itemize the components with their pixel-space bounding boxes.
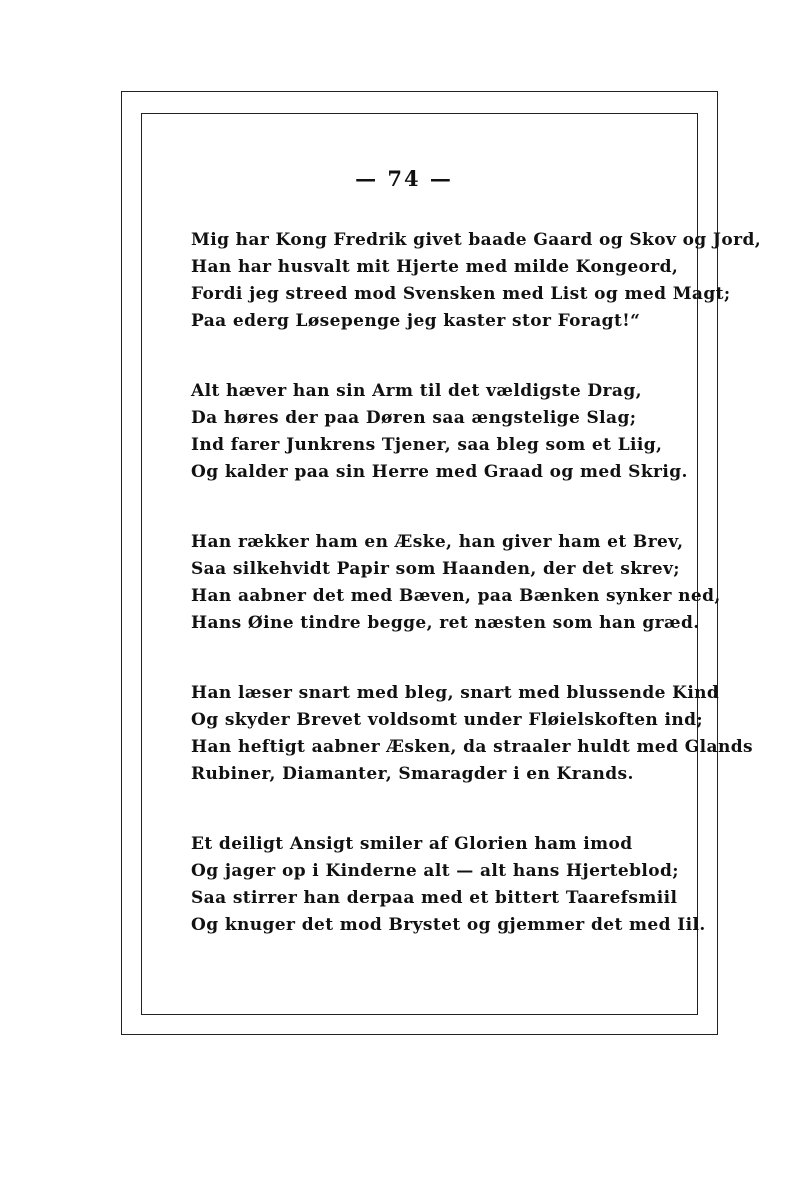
verse-line: Og jager op i Kinderne alt — alt hans Hjerteblod; (191, 861, 679, 881)
verse-line: Han heftigt aabner Æsken, da straaler huldt med Glands (191, 737, 753, 757)
verse-line: Og knuger det mod Brystet og gjemmer det med Iil. (191, 915, 706, 935)
stanza-2 (191, 378, 688, 486)
verse-line: Rubiner, Diamanter, Smaragder i en Krands. (191, 764, 634, 784)
verse-line: Han rækker ham en Æske, han giver ham et Brev, (191, 532, 684, 552)
verse-line: Og skyder Brevet voldsomt under Fløielskoften ind; (191, 710, 704, 730)
stanza-5 (191, 831, 706, 939)
verse-line: Han har husvalt mit Hjerte med milde Kongeord, (191, 257, 679, 277)
stanza-3 (191, 529, 721, 637)
verse-line: Da høres der paa Døren saa ængstelige Slag; (191, 408, 637, 428)
verse-line: Et deiligt Ansigt smiler af Glorien ham imod (191, 834, 633, 854)
verse-line: Og kalder paa sin Herre med Graad og med Skrig. (191, 462, 688, 482)
page-number: — 74 — (355, 166, 453, 191)
verse-line: Ind farer Junkrens Tjener, saa bleg som et Liig, (191, 435, 663, 455)
verse-line: Saa stirrer han derpaa med et bittert Taarefsmiil (191, 888, 678, 908)
verse-line: Fordi jeg streed mod Svensken med List og med Magt; (191, 284, 731, 304)
stanza-4 (191, 680, 753, 788)
verse-line: Mig har Kong Fredrik givet baade Gaard og Skov og Jord, (191, 230, 762, 250)
stanza-1 (191, 227, 762, 335)
verse-line: Alt hæver han sin Arm til det vældigste Drag, (191, 381, 642, 401)
verse-line: Paa ederg Løsepenge jeg kaster stor Foragt!“ (191, 311, 641, 331)
verse-line: Han læser snart med bleg, snart med blussende Kind (191, 683, 720, 703)
verse-line: Hans Øine tindre begge, ret næsten som han græd. (191, 613, 700, 633)
verse-line: Saa silkehvidt Papir som Haanden, der det skrev; (191, 559, 680, 579)
verse-line: Han aabner det med Bæven, paa Bænken synker ned, (191, 586, 721, 606)
